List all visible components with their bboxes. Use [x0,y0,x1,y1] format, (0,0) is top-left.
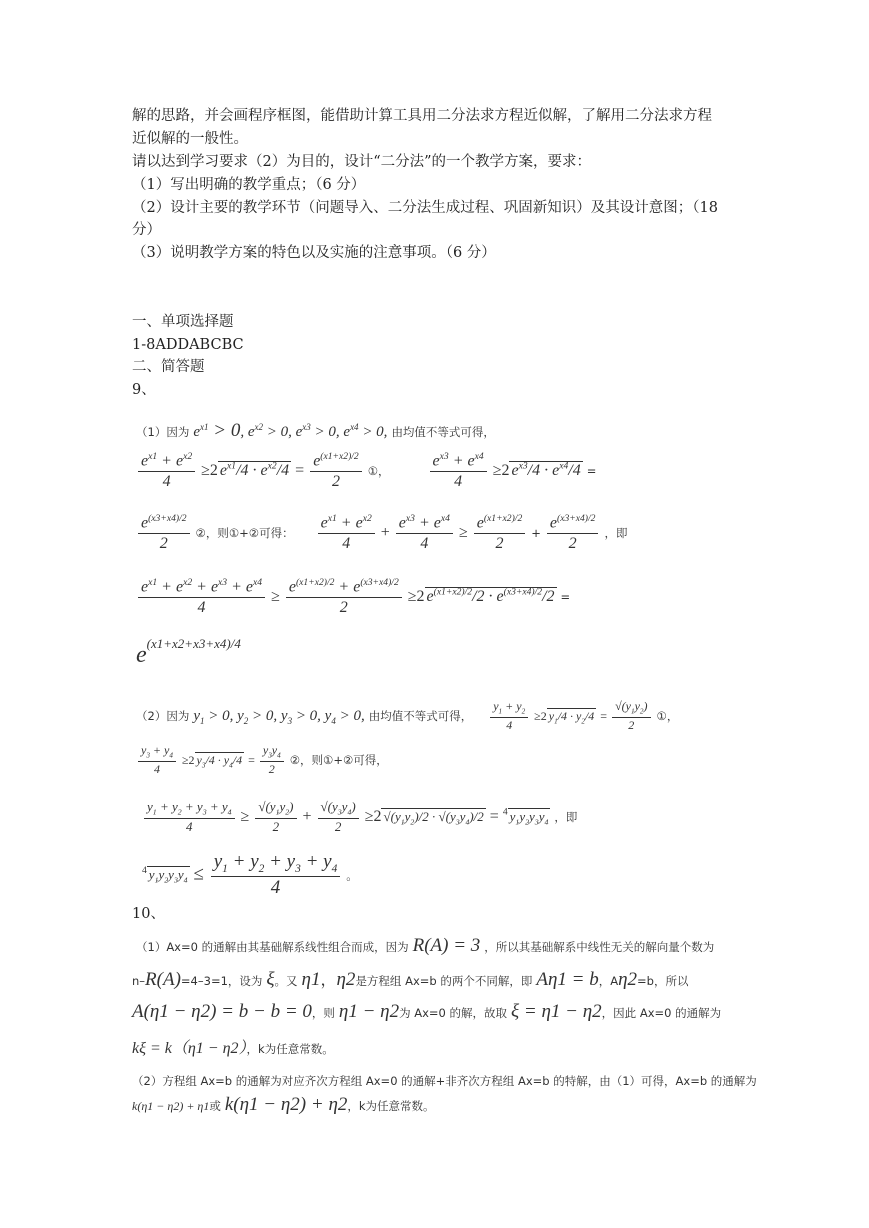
q9-p1-line1: （1）因为 $e^{x1} > 0$, $e^{x2} > 0$, $e^{x3} > 0$, $e^{x4} > 0$, 由均值不等式可得， [136,420,495,441]
q9-p2-line1: （2）因为 $y_1 > 0$, $y_2 > 0$, $y_3 > 0$, $y_4 > 0$, 由均值不等式可得， $\frac{y_1 + y_2}{4}$ ≥2 $y_1/4 \cdot y_2/4$ = $\frac{√(y_1y_2)}{2}$ ①， [136,699,679,733]
q9-p1-line4: $\frac{e^{x1} + e^{x2} + e^{x3} + e^{x4}}{4}$ ≥ $\frac{e^{(x1+x2)/2} + e^{(x3+x4)/2}}{2}$ ≥2 $e^{(x1+x2)/2}/2 \cdot e^{(x3+x4)/2}/2$ = [136,578,570,617]
mc-answers: 1-8ADDABCBC [132,337,244,353]
section-short-answer: 二、简答题 [132,359,205,375]
requirement-2b: 分） [132,222,161,238]
question-10-label: 10、 [132,906,165,922]
q9-p1-line2: $\frac{e^{x1} + e^{x2}}{4}$ ≥2 $e^{x1}/4 \cdot e^{x2}/4$ = $\frac{e^{(x1+x2)/2}}{2}$ ①， $\frac{e^{x3} + e^{x4}}{4}$ ≥2 $e^{x3}/4 \cdot e^{x4}/4$ = [136,452,596,491]
question-9-label: 9、 [132,382,156,398]
q9-p1-result: $e^{(x1+x2+x3+x4)/4}$ [136,636,241,668]
q9-p2-line2: $\frac{y_3 + y_4}{4}$ ≥2 $y_3/4 \cdot y_4/4$ = $\frac{y_3y_4}{2}$ ②，则①+②可得， [136,744,388,777]
q10-line4: kξ = k（η1 − η2），k为任意常数。 [132,1040,334,1057]
q10-line5: （2）方程组 Ax=b 的通解为对应齐次方程组 Ax=0 的通解+非齐次方程组 Ax=b 的特解，由（1）可得，Ax=b 的通解为 [132,1074,757,1088]
q10-line2: n–R(A)=4–3=1，设为 ξ。又 η1，η2是方程组 Ax=b 的两个不同解，即 Aη1 = b，Aη2=b，所以 [132,969,689,990]
q10-line1: （1）Ax=0 的通解由其基础解系线性组合而成，因为 R(A) = 3 ，所以其基础解系中线性无关的解向量个数为 [136,935,715,956]
intro-line-2: 近似解的一般性。 [132,131,248,147]
q10-line6: k(η1 − η2) + η1或 k(η1 − η2) + η2，k为任意常数。 [132,1094,435,1115]
requirement-1: （1）写出明确的教学重点；（6 分） [132,177,366,193]
q9-p1-line3: $\frac{e^{(x3+x4)/2}}{2}$ ②，则①+②可得： $\frac{e^{x1} + e^{x2}}{4}$ + $\frac{e^{x3} + e^{x4}}{4}$ ≥ $\frac{e^{(x1+x2)/2}}{2}$ + $\frac{e^{(x3+x4)/2}}{2}$ ，即 [136,514,627,553]
q9-p2-line3: $\frac{y_1 + y_2 + y_3 + y_4}{4}$ ≥ $\frac{√(y_1y_2)}{2}$ + $\frac{√(y_3y_4)}{2}$ ≥2 $√(y_1y_2)/2 \cdot √(y_3y_4)/2 = ^4$ $y_1y_2y_3y_4$ ，即 [142,800,577,834]
q9-p2-result: $^4$ $y_1y_2y_3y_4$ ≤ $\frac{y_1 + y_2 + y_3 + y_4}{4}$ 。 [142,851,358,899]
section-single-choice: 一、单项选择题 [132,314,234,330]
intro-line-1: 解的思路，并会画程序框图，能借助计算工具用二分法求方程近似解，了解用二分法求方程 [132,108,712,124]
requirement-2a: （2）设计主要的教学环节（问题导入、二分法生成过程、巩固新知识）及其设计意图；（18 [132,200,718,216]
q10-line3: A(η1 − η2) = b − b = 0，则 η1 − η2为 Ax=0 的解，故取 ξ = η1 − η2，因此 Ax=0 的通解为 [132,1001,722,1022]
requirement-3: （3）说明教学方案的特色以及实施的注意事项。（6 分） [132,245,496,261]
intro-line-3: 请以达到学习要求（2）为目的，设计“二分法”的一个教学方案，要求： [132,154,592,170]
